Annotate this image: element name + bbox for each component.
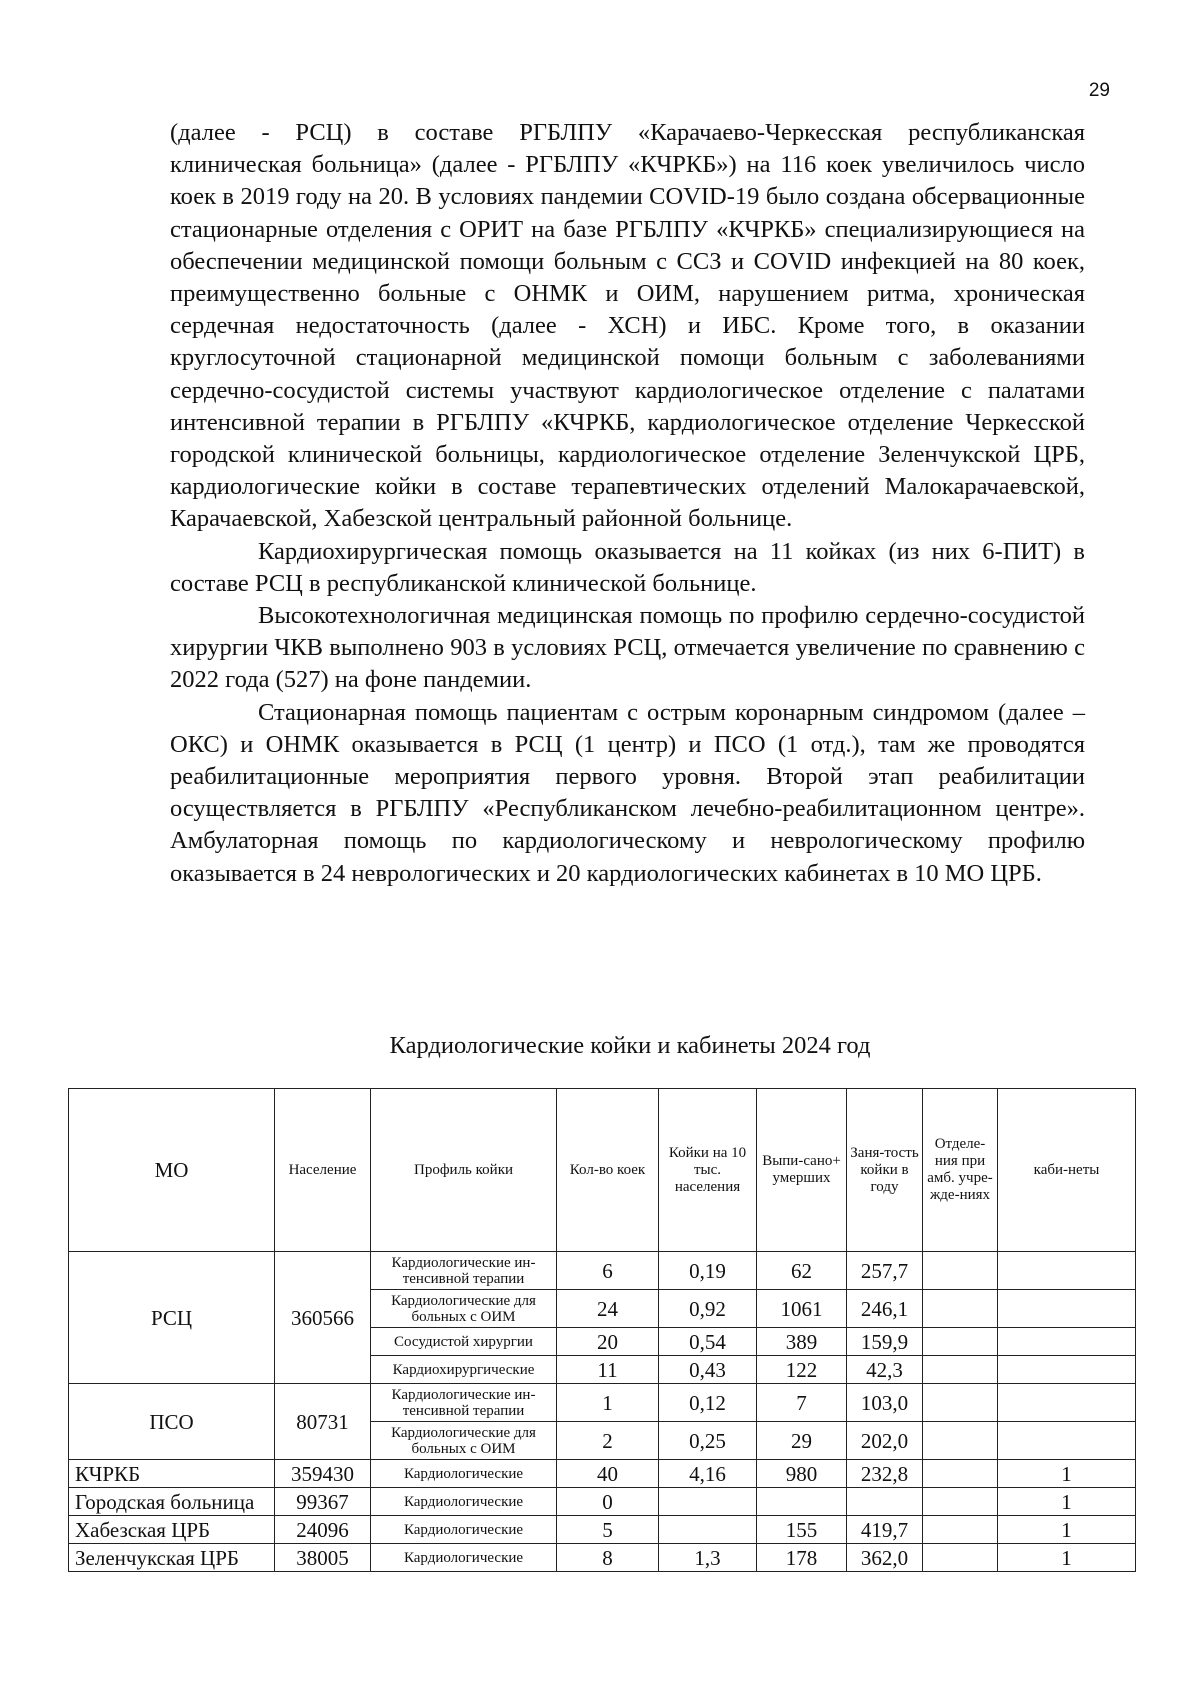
per10k-cell: 0,92	[659, 1290, 757, 1328]
beds-cell: 0	[557, 1488, 659, 1516]
cabinets-cell	[998, 1422, 1136, 1460]
per10k-cell: 0,19	[659, 1252, 757, 1290]
population-cell: 38005	[275, 1544, 371, 1572]
cardiology-beds-table	[68, 1088, 1136, 1572]
beds-cell: 20	[557, 1328, 659, 1356]
discharged-cell: 29	[757, 1422, 847, 1460]
body-text	[170, 117, 1085, 890]
paragraph-2: Кардиохирургическая помощь оказывается на 11 койках (из них 6-ПИТ) в составе РСЦ в республиканской клинической больнице.	[170, 537, 1085, 597]
table-row	[69, 1488, 1136, 1516]
cabinets-cell: 1	[998, 1516, 1136, 1544]
mo-cell: РСЦ	[69, 1252, 275, 1384]
amb-cell	[923, 1422, 998, 1460]
occupancy-cell: 159,9	[847, 1328, 923, 1356]
per10k-cell: 0,43	[659, 1356, 757, 1384]
amb-cell	[923, 1328, 998, 1356]
per10k-cell: 0,25	[659, 1422, 757, 1460]
table-row	[69, 1516, 1136, 1544]
discharged-cell: 1061	[757, 1290, 847, 1328]
mo-cell: Хабезская ЦРБ	[69, 1516, 275, 1544]
amb-cell	[923, 1290, 998, 1328]
beds-cell: 40	[557, 1460, 659, 1488]
header-mo: МО	[69, 1089, 275, 1252]
discharged-cell: 389	[757, 1328, 847, 1356]
paragraph-4: Стационарная помощь пациентам с острым коронарным синдромом (далее – ОКС) и ОНМК оказывается в РСЦ (1 центр) и ПСО (1 отд.), там же проводятся реабилитационные мероприятия первого уровня. Второй этап реабилитации осуществляется в РГБЛПУ «Республиканском лечебно-реабилитационном центре». Амбулаторная помощь по кардиологическому и неврологическому профилю оказывается в 24 неврологических и 20 кардиологических кабинетах в 10 МО ЦРБ.	[170, 698, 1085, 887]
occupancy-cell: 419,7	[847, 1516, 923, 1544]
profile-cell: Кардиохирургические	[371, 1356, 557, 1384]
profile-cell: Кардиологические ин-тенсивной терапии	[371, 1384, 557, 1422]
beds-cell: 8	[557, 1544, 659, 1572]
population-cell: 360566	[275, 1252, 371, 1384]
profile-cell: Кардиологические для больных с ОИМ	[371, 1290, 557, 1328]
mo-cell: Зеленчукская ЦРБ	[69, 1544, 275, 1572]
discharged-cell: 980	[757, 1460, 847, 1488]
occupancy-cell: 257,7	[847, 1252, 923, 1290]
per10k-cell	[659, 1488, 757, 1516]
profile-cell: Кардиологические для больных с ОИМ	[371, 1422, 557, 1460]
per10k-cell: 0,12	[659, 1384, 757, 1422]
profile-cell: Кардиологические ин-тенсивной терапии	[371, 1252, 557, 1290]
profile-cell: Кардиологические	[371, 1544, 557, 1572]
discharged-cell	[757, 1488, 847, 1516]
mo-cell: КЧРКБ	[69, 1460, 275, 1488]
profile-cell: Кардиологические	[371, 1460, 557, 1488]
amb-cell	[923, 1544, 998, 1572]
amb-cell	[923, 1252, 998, 1290]
profile-cell: Кардиологические	[371, 1488, 557, 1516]
population-cell: 359430	[275, 1460, 371, 1488]
table-title: Кардиологические койки и кабинеты 2024 год	[389, 1032, 871, 1059]
cabinets-cell: 1	[998, 1544, 1136, 1572]
per10k-cell: 0,54	[659, 1328, 757, 1356]
table-row	[69, 1544, 1136, 1572]
profile-cell: Сосудистой хирургии	[371, 1328, 557, 1356]
amb-cell	[923, 1488, 998, 1516]
page-number: 29	[1088, 80, 1110, 101]
occupancy-cell: 103,0	[847, 1384, 923, 1422]
table-row	[69, 1460, 1136, 1488]
table-row	[69, 1384, 1136, 1422]
profile-cell: Кардиологические	[371, 1516, 557, 1544]
amb-cell	[923, 1516, 998, 1544]
cabinets-cell: 1	[998, 1460, 1136, 1488]
occupancy-cell: 362,0	[847, 1544, 923, 1572]
cabinets-cell	[998, 1356, 1136, 1384]
cabinets-cell	[998, 1252, 1136, 1290]
beds-cell: 11	[557, 1356, 659, 1384]
discharged-cell: 122	[757, 1356, 847, 1384]
beds-cell: 6	[557, 1252, 659, 1290]
per10k-cell: 4,16	[659, 1460, 757, 1488]
discharged-cell: 178	[757, 1544, 847, 1572]
cabinets-cell	[998, 1384, 1136, 1422]
amb-cell	[923, 1460, 998, 1488]
occupancy-cell	[847, 1488, 923, 1516]
table-header-row	[69, 1089, 1136, 1252]
occupancy-cell: 202,0	[847, 1422, 923, 1460]
header-profile: Профиль койки	[371, 1089, 557, 1252]
amb-cell	[923, 1384, 998, 1422]
header-discharged: Выпи-сано+ умерших	[757, 1089, 847, 1252]
beds-cell: 24	[557, 1290, 659, 1328]
discharged-cell: 62	[757, 1252, 847, 1290]
beds-cell: 5	[557, 1516, 659, 1544]
paragraph-3: Высокотехнологичная медицинская помощь по профилю сердечно-сосудистой хирургии ЧКВ выполнено 903 в условиях РСЦ, отмечается увеличение по сравнению с 2022 года (527) на фоне пандемии.	[170, 602, 1085, 694]
per10k-cell	[659, 1516, 757, 1544]
header-beds-per-10k: Койки на 10 тыс. населения	[659, 1089, 757, 1252]
header-cabinets: каби-неты	[998, 1089, 1136, 1252]
discharged-cell: 155	[757, 1516, 847, 1544]
paragraph-1: (далее - РСЦ) в составе РГБЛПУ «Карачаево-Черкесская республиканская клиническая больница» (далее - РГБЛПУ «КЧРКБ») на 116 коек увеличилось число коек в 2019 году на 20. В условиях пандемии COVID-19 было создана обсервационные стационарные отделения с ОРИТ на базе РГБЛПУ «КЧРКБ» специализирующиеся на обеспечении медицинской помощи больным с ССЗ и COVID инфекцией на 80 коек, преимущественно больные с ОНМК и ОИМ, нарушением ритма, хроническая сердечная недостаточность (далее - ХСН) и ИБС. Кроме того, в оказании круглосуточной стационарной медицинской помощи больным с заболеваниями сердечно-сосудистой системы участвуют кардиологическое отделение с палатами интенсивной терапии в РГБЛПУ «КЧРКБ, кардиологическое отделение Черкесской городской клинической больницы, кардиологическое отделение Зеленчукской ЦРБ, кардиологические койки в составе терапевтических отделений Малокарачаевской, Карачаевской, Хабезской центральный районной больнице.	[170, 119, 1085, 533]
header-population: Население	[275, 1089, 371, 1252]
table-row	[69, 1252, 1136, 1290]
header-beds: Кол-во коек	[557, 1089, 659, 1252]
cabinets-cell: 1	[998, 1488, 1136, 1516]
occupancy-cell: 42,3	[847, 1356, 923, 1384]
occupancy-cell: 246,1	[847, 1290, 923, 1328]
mo-cell: Городская больница	[69, 1488, 275, 1516]
per10k-cell: 1,3	[659, 1544, 757, 1572]
cabinets-cell	[998, 1290, 1136, 1328]
beds-cell: 2	[557, 1422, 659, 1460]
population-cell: 24096	[275, 1516, 371, 1544]
header-amb-departments: Отделе-ния при амб. учре-жде-ниях	[923, 1089, 998, 1252]
amb-cell	[923, 1356, 998, 1384]
population-cell: 99367	[275, 1488, 371, 1516]
discharged-cell: 7	[757, 1384, 847, 1422]
population-cell: 80731	[275, 1384, 371, 1460]
beds-cell: 1	[557, 1384, 659, 1422]
mo-cell: ПСО	[69, 1384, 275, 1460]
header-occupancy: Заня-тость койки в году	[847, 1089, 923, 1252]
cabinets-cell	[998, 1328, 1136, 1356]
occupancy-cell: 232,8	[847, 1460, 923, 1488]
